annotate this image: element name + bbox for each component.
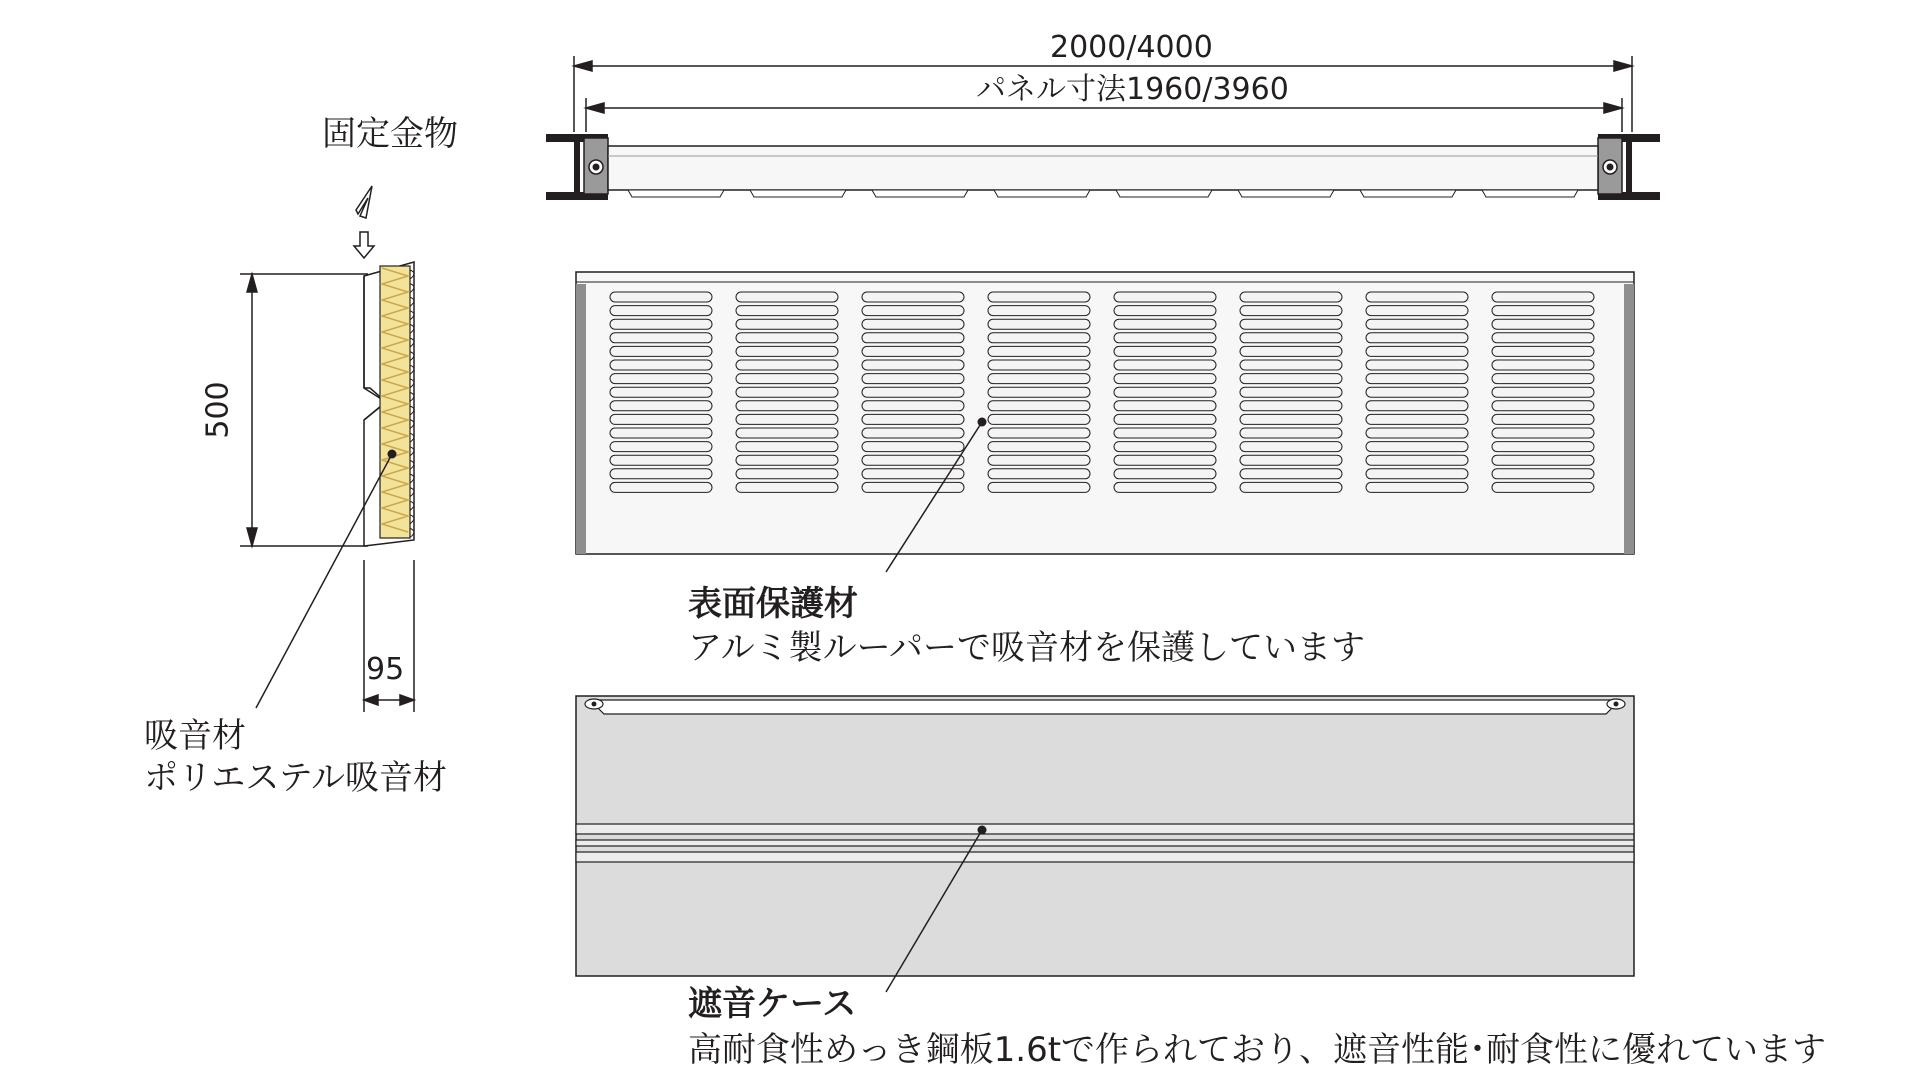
louver-slot xyxy=(862,442,964,452)
louver-slot xyxy=(988,455,1090,465)
louver-slot xyxy=(1492,455,1594,465)
louver-slot xyxy=(610,469,712,479)
louver-slot xyxy=(1114,387,1216,397)
top-louver-edge xyxy=(1116,190,1212,197)
louver-slot xyxy=(862,360,964,370)
top-louver-edge xyxy=(872,190,968,197)
fixing-bracket xyxy=(356,186,372,218)
louver-slot xyxy=(862,374,964,384)
louver-slot xyxy=(610,333,712,343)
louver-slot xyxy=(1114,360,1216,370)
louver-slot xyxy=(736,346,838,356)
louver-slot xyxy=(988,306,1090,316)
louver-slot xyxy=(1114,401,1216,411)
louver-slot xyxy=(610,292,712,302)
louver-slot xyxy=(1366,374,1468,384)
panel-length-label: パネル寸法1960/3960 xyxy=(976,72,1289,107)
louver-slot xyxy=(610,428,712,438)
louver-slot xyxy=(1240,414,1342,424)
louver-slot xyxy=(736,442,838,452)
louver-slot xyxy=(736,306,838,316)
louver-slot xyxy=(610,374,712,384)
louver-slot xyxy=(1492,319,1594,329)
louver-slot xyxy=(1240,401,1342,411)
louver-slot xyxy=(1114,292,1216,302)
louver-slot xyxy=(1492,469,1594,479)
louver-slot xyxy=(1114,306,1216,316)
louver-slot xyxy=(862,428,964,438)
louver-slot xyxy=(988,333,1090,343)
louver-slot xyxy=(736,374,838,384)
louver-slot xyxy=(862,414,964,424)
install-arrow xyxy=(354,232,374,258)
louver-slot xyxy=(988,414,1090,424)
louver-slot xyxy=(1114,333,1216,343)
louver-slot xyxy=(1492,374,1594,384)
overall-length-label: 2000/4000 xyxy=(1050,30,1213,65)
case-desc: 高耐食性めっき鋼板1.6tで作られており、遮音性能･耐食性に優れています xyxy=(688,1030,1827,1070)
louver-slot xyxy=(736,414,838,424)
insulation-case xyxy=(576,696,1634,992)
louver-slot xyxy=(1366,360,1468,370)
height-label: 500 xyxy=(200,381,236,439)
louver-slot xyxy=(862,333,964,343)
louver-slot xyxy=(1240,455,1342,465)
louver-slot xyxy=(1240,306,1342,316)
louver-slot xyxy=(862,401,964,411)
louver-slot xyxy=(1114,482,1216,492)
fixing-bracket-label: 固定金物 xyxy=(322,114,458,154)
louver-slot xyxy=(1366,469,1468,479)
louver-slot xyxy=(1240,374,1342,384)
louver-slot xyxy=(988,482,1090,492)
louver-slot xyxy=(736,482,838,492)
louver-slot xyxy=(1240,319,1342,329)
louver-slot xyxy=(1366,387,1468,397)
louver-slot xyxy=(610,306,712,316)
louver-slot xyxy=(610,455,712,465)
louver-slot xyxy=(988,401,1090,411)
louver-slot xyxy=(610,482,712,492)
louver-slot xyxy=(988,360,1090,370)
louver-slot xyxy=(610,414,712,424)
louver-slot xyxy=(736,319,838,329)
louver-slot xyxy=(1114,346,1216,356)
louver-slot xyxy=(988,428,1090,438)
louver-slot xyxy=(1240,292,1342,302)
top-view-louver-edges xyxy=(628,190,1578,197)
louver-slot xyxy=(1114,428,1216,438)
side-section xyxy=(240,186,414,712)
louver-slot xyxy=(988,374,1090,384)
top-louver-edge xyxy=(1238,190,1334,197)
top-louver-edge xyxy=(750,190,846,197)
louver-slot xyxy=(862,306,964,316)
louver-slot xyxy=(862,292,964,302)
louver-slot xyxy=(736,292,838,302)
louver-slot xyxy=(610,387,712,397)
louver-slot xyxy=(1366,414,1468,424)
louver-slot xyxy=(1366,319,1468,329)
louver-slot xyxy=(1114,469,1216,479)
depth-label: 95 xyxy=(366,652,405,687)
absorber-title: 吸音材 xyxy=(144,716,246,756)
louver-slot xyxy=(610,401,712,411)
depth-dimension-line xyxy=(364,560,414,712)
louver-slot xyxy=(1492,482,1594,492)
louver-slot xyxy=(1492,428,1594,438)
louver-slot xyxy=(1492,414,1594,424)
louver-slot xyxy=(610,442,712,452)
louver-slot xyxy=(862,346,964,356)
louver-slot xyxy=(1366,333,1468,343)
top-louver-edge xyxy=(994,190,1090,197)
louver-slot xyxy=(1492,346,1594,356)
louver-slot xyxy=(1492,333,1594,343)
case-title: 遮音ケース xyxy=(688,984,857,1024)
louver-slot xyxy=(1114,374,1216,384)
louver-slot xyxy=(862,319,964,329)
louver-slot xyxy=(1366,401,1468,411)
louver-slot xyxy=(862,482,964,492)
louver-slot xyxy=(1240,333,1342,343)
louver-title: 表面保護材 xyxy=(688,584,858,624)
louver-slot xyxy=(1492,360,1594,370)
louver-slot xyxy=(1240,469,1342,479)
louver-slot xyxy=(1114,455,1216,465)
louver-slot xyxy=(988,442,1090,452)
louver-slot xyxy=(1240,387,1342,397)
louver-slot xyxy=(610,319,712,329)
louver-slot xyxy=(610,346,712,356)
right-h-post xyxy=(1598,134,1660,200)
louver-slot xyxy=(1492,401,1594,411)
louver-slot xyxy=(862,387,964,397)
louver-slot xyxy=(1366,292,1468,302)
louver-slot xyxy=(736,360,838,370)
louver-slot xyxy=(988,469,1090,479)
louver-slot xyxy=(736,387,838,397)
top-louver-edge xyxy=(1360,190,1456,197)
louver-slot xyxy=(1366,428,1468,438)
louver-slot xyxy=(736,455,838,465)
louver-slot xyxy=(988,387,1090,397)
louver-slot xyxy=(736,333,838,343)
louver-slot xyxy=(610,360,712,370)
louver-slot xyxy=(1114,319,1216,329)
louver-slot xyxy=(1492,292,1594,302)
louver-slot xyxy=(1366,482,1468,492)
louver-slot xyxy=(1240,482,1342,492)
louver-slot xyxy=(1492,387,1594,397)
top-louver-edge xyxy=(1482,190,1578,197)
louver-slot xyxy=(988,319,1090,329)
louver-slot xyxy=(1366,455,1468,465)
louver-slot xyxy=(1366,442,1468,452)
louver-slot xyxy=(1240,346,1342,356)
louver-desc: アルミ製ルーパーで吸音材を保護しています xyxy=(688,628,1365,668)
left-h-post xyxy=(546,134,608,200)
height-dimension-line xyxy=(240,274,368,546)
louver-slot xyxy=(1240,360,1342,370)
louver-slot xyxy=(1492,442,1594,452)
louver-slot xyxy=(1366,306,1468,316)
louver-slot xyxy=(1492,306,1594,316)
louver-slot xyxy=(736,428,838,438)
louver-slot xyxy=(862,455,964,465)
louver-slot xyxy=(1114,442,1216,452)
louver-slot xyxy=(1240,442,1342,452)
louver-slot xyxy=(736,401,838,411)
louver-slot xyxy=(736,469,838,479)
louver-slot xyxy=(1114,414,1216,424)
louver-panel xyxy=(576,272,1634,572)
louver-slot xyxy=(1240,428,1342,438)
louver-slot xyxy=(988,292,1090,302)
absorber-desc: ポリエステル吸音材 xyxy=(144,758,447,798)
louver-slot xyxy=(988,346,1090,356)
top-view-panel xyxy=(608,146,1598,190)
top-louver-edge xyxy=(628,190,724,197)
louver-slot xyxy=(1366,346,1468,356)
